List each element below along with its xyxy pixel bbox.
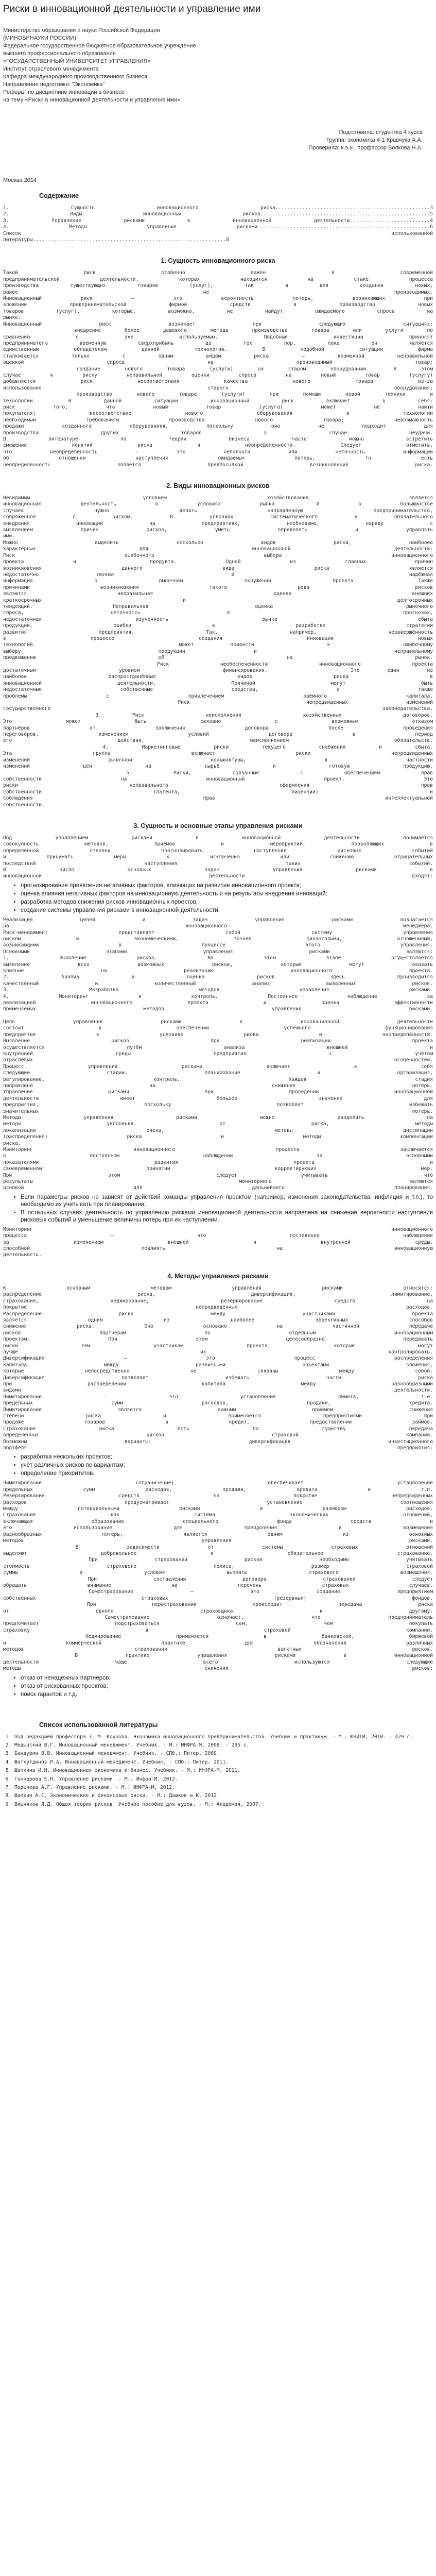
paragraph-line: лучше их контролировать. — [3, 1349, 433, 1355]
paragraph-line: проекта и продукта. Одной из главных причин — [3, 559, 433, 565]
reference-item: 7. Поршнева А.Г. Управление рисками. - М.: ИНФРА-М, 2012. — [14, 1785, 433, 1791]
paragraph-line: предприятия, поскольку позволяет избежать — [3, 1102, 433, 1108]
section-4-insurance — [3, 1480, 433, 1672]
bullet-item: • учёт различных рисков по вариантам; — [21, 1462, 433, 1469]
paragraph-line: является одним из наиболее эффективных способов — [3, 1317, 433, 1323]
paragraph-line: страховку в страховой компании. — [3, 1627, 433, 1633]
paragraph-line: проектам. При этом целесообразно передавать — [3, 1336, 433, 1343]
bullet-item: • отказ от рискованных проектов; — [21, 1683, 433, 1690]
paragraph-line: локализации риска, методы диссипации — [3, 1127, 433, 1133]
paragraph-line: методов управления рисками. — [3, 1538, 433, 1544]
paragraph-line: внедрение более дешевого метода производства товара или услуги по — [3, 328, 433, 334]
paragraph-line: включающая образование специального фонда средств и — [3, 1518, 433, 1524]
paragraph-line: своевременном принятии корректирующих мер. — [3, 1166, 433, 1172]
paragraph-line: осуществляется путём анализа внешней и — [3, 1044, 433, 1050]
paragraph-line: развития предприятия. Так, например, незавершённость — [3, 629, 433, 635]
paragraph-line: недостаточно полная и надёжная — [3, 571, 433, 578]
reference-item: 1. Под редакцией профессора З. М. Кохнова. Экономика инновационного предпринимательства. Учебник и практикум. - М.: ЮНИТИ, 2010. - 429 с. — [14, 1734, 433, 1740]
paragraph-line: причинами возникновения такого рода рисков — [3, 584, 433, 590]
paragraph-line: партнёров от заключения договора после проведения — [3, 725, 433, 731]
section-3-goals — [3, 1019, 433, 1192]
paragraph-line: отраслевых особенностей. — [3, 1057, 433, 1063]
paragraph-line: за изменением внешней и внутренней среды, — [3, 1239, 433, 1245]
bullet-item: • оценка влияния негативных факторов на инновационную деятельность и на результаты внедрения инноваций; — [21, 890, 433, 897]
paragraph-line: продаже товаров в кредит, предоставлении займов. — [3, 1419, 433, 1426]
paragraph-line: предпочитает подстраховаться сам, чем покупать — [3, 1621, 433, 1627]
signature-line: Группа: экономика 4-1 Кравчука А.А. — [326, 137, 423, 143]
paragraph-line: В литературе по теории бизнеса часто можно встретить — [3, 436, 433, 442]
paragraph-line: покупателя; несоответствие нового оборудования и технологии — [3, 411, 433, 417]
paragraph-line: Процесс управления рисками включает в себя — [3, 1063, 433, 1070]
paragraph-line: Эта группа включает риски непредвиденных — [3, 751, 433, 757]
paragraph-line: Страхование как система экономических отношений, — [3, 1512, 433, 1518]
paragraph-line: риска. — [3, 1140, 21, 1146]
paragraph-line: государственного законодательства. — [3, 706, 433, 712]
paragraph-line: методов страхования валютных рисков. — [3, 1647, 433, 1652]
front-matter-line: Направление подготовки: "Экономика" — [3, 81, 105, 88]
section-4-diversification-list — [3, 1453, 433, 1477]
toc-entry: литературы.................................................................8 — [3, 237, 229, 243]
paragraph-line: необходимым требованиям производства нового товара; невозможность — [3, 417, 433, 423]
paragraph-line: Лимитирование (ограничение) обеспечивает установление — [3, 1480, 433, 1486]
paragraph-line: 2. Анализ и оценка рисков. Здесь производится — [3, 974, 433, 980]
paragraph-line: риск того, что новый товар (услуга) может не найти — [3, 404, 433, 410]
paragraph-line: Риск-менеджмент представляет собой систему управления — [3, 929, 433, 936]
paragraph-line: 5. Риски, связанные с обеспечением прав — [3, 770, 433, 776]
paragraph-line: выбору продукции и неправильному — [3, 648, 433, 654]
paragraph-line: определённой степени прогнозировать наступление рисковых событий — [3, 848, 433, 854]
section-4-heading: 4. Методы управления рисками — [167, 1272, 269, 1280]
paragraph-line: Диверсификация позволяет избежать части риска — [3, 1375, 433, 1381]
reference-item: 2. Медынский В.Г. Инновационный менеджмент. Учебник. - М.: ИНФРА-М, 2008. - 295 с. — [14, 1742, 433, 1749]
paragraph-line: результаты мониторинга являются — [3, 1179, 433, 1185]
paragraph-line: предпринимателю временную сверхприбыль до тех пор, пока он является — [3, 340, 433, 346]
paragraph-line: 3. Разработка методов управления рисками. — [3, 987, 433, 993]
section-3-heading: 3. Сущность и основные этапы управления рисками — [133, 822, 303, 829]
paragraph-line: методы снижения рисков: — [3, 1666, 433, 1672]
paragraph-line: сравнению с уже используемым. Подобные инвестиции приносят — [3, 334, 433, 340]
front-matter-line: (МИНОБРНАУКИ РОССИИ) — [3, 35, 76, 41]
front-matter-line: Реферат по дисциплине инновации в бизнесе — [3, 89, 125, 95]
paragraph-line: 4. Маркетинговые риски текущего снабжения и сбыта. — [3, 744, 433, 750]
bullet-item: • прогнозирование проявления негативных факторов, влияющих на развитие инновационного проекта; — [21, 882, 433, 889]
paragraph-line: ранее не производимых. — [3, 289, 433, 295]
paragraph-line: Лимитирование является важным приёмом снижения — [3, 1406, 433, 1413]
paragraph-line: показателями развития проекта и — [3, 1159, 433, 1165]
section-3-conditions-list — [3, 1194, 433, 1224]
toc-entry: 4. Методы управления рисками..........................................................6 — [3, 224, 433, 230]
paragraph-line: регулирование, контроль. Каждая стадия — [3, 1076, 433, 1082]
paragraph-line: создание нового товара (услуги) на старом оборудовании. В этом — [3, 366, 433, 372]
paragraph-line: распределение риска, диверсификация, лимитирование, — [3, 1292, 433, 1298]
paragraph-line: Реализация целей и задач управления рисками возлагается — [3, 917, 433, 923]
paragraph-line: ими. — [3, 533, 15, 539]
section-4-methods — [3, 1285, 433, 1452]
paragraph-line: портфеля предприятия: — [3, 1445, 433, 1451]
paragraph-line: Инновационный риск — это вероятность потерь, возникающих при — [3, 296, 433, 302]
section-1-body — [3, 270, 433, 468]
paragraph-line: изменений цен на сырьё и готовую продукцию. — [3, 764, 433, 770]
reference-item: 6. Гончарова Е.Н. Управление рисками. - М.: Инфра-М, 2012. — [14, 1776, 433, 1783]
paragraph-line: его использование для преодоления и возмещения — [3, 1525, 433, 1531]
paragraph-line: риски неправильного оформления прав — [3, 783, 433, 789]
paragraph-line: наиболее распространённых видов риска в — [3, 674, 433, 680]
section-2-body — [3, 495, 433, 808]
paragraph-line: стоимость страхового полиса, размер страховой — [3, 1563, 433, 1569]
paragraph-line: расходов предусматривает установление соотношения — [3, 1499, 433, 1505]
paragraph-line: инновационная деятельность в условиях рынка. И в большинстве — [3, 501, 433, 507]
paragraph-line: капитала между различными объектами вложения, — [3, 1362, 433, 1368]
paragraph-line: характерных для инновационной деятельности: — [3, 546, 433, 552]
paragraph-line: Риск необеспеченности инновационного проекта — [3, 661, 433, 667]
document-title: Риски в инновационной деятельности и управление ими — [3, 4, 261, 14]
paragraph-line: инновационной деятельности входят: — [3, 873, 433, 879]
paragraph-line: тенденций. Неправильная оценка рыночного — [3, 603, 433, 609]
paragraph-line: При составлении договора страхования следует — [3, 1576, 433, 1582]
paragraph-line: предприятия в условиях риска и неопределённости. — [3, 1031, 433, 1038]
paragraph-line: случае к риску неправильной оценки спроса на новый товар (услугу) — [3, 372, 433, 378]
paragraph-line: качественный и количественный анализ выявленных рисков. — [3, 980, 433, 987]
paragraph-line: в постоянном наблюдении за основными — [3, 1153, 433, 1159]
paragraph-line: возникающими в процессе этого управления. — [3, 942, 433, 948]
paragraph-line: влияние на реализацию инновационного проекта. — [3, 968, 433, 974]
paragraph-line: Цель управления рисками в инновационной деятельности — [3, 1019, 433, 1025]
paragraph-line: на инновационного менеджера. — [3, 923, 433, 929]
paragraph-line: продвижению её на рынок. — [3, 655, 433, 661]
paragraph-line: совокупность методов, приёмов и мероприятий, позволяющих в — [3, 841, 433, 848]
paragraph-line: изменений рыночной конъюнктуры, в частности — [3, 757, 433, 763]
bullet-item: • отказ от ненадёжных партнеров; — [21, 1674, 433, 1682]
paragraph-line: разнообразных потерь, является одним из основных — [3, 1531, 433, 1537]
paragraph-line: 1. Выявление рисков. На этом этапе осуществляется — [3, 955, 433, 961]
reference-item: 3. Бандурин В.В. Инновационный менеджмент. Учебник. - СПб.: Питер, 2009. — [14, 1751, 433, 1757]
paragraph-line: степени риска и применяется предприятиями при — [3, 1413, 433, 1419]
section-3-monitoring — [3, 1227, 433, 1259]
paragraph-line: соблюдения прав интеллектуальной — [3, 795, 433, 802]
paragraph-line: предельных сумм расходов, продажи, кредита и т.п. — [3, 1486, 433, 1493]
paragraph-line: внедрения инноваций на предприятиях, необходимо, наряду с — [3, 520, 433, 527]
paragraph-line: Можно выделить несколько видов риска, наиболее — [3, 539, 433, 546]
paragraph-line: Самострахование — это создание предприятием — [3, 1589, 433, 1595]
paragraph-line: недостаточные собственные средства, а также — [3, 687, 433, 693]
signature-line: Проверила: к.э.н., профессор Волкова Н.А. — [308, 145, 423, 151]
paragraph-line: риски тем участникам проекта, которые могут — [3, 1343, 433, 1349]
paragraph-line: являются неправильная оценка внешних — [3, 591, 433, 597]
reference-item: 4. Фатхутдинов Р.А. Инновационный менеджмент. Учебник. - СПб.: Питер, 2011. — [14, 1759, 433, 1766]
paragraph-line: Мониторинг инновационного — [3, 1226, 433, 1232]
paragraph-line: об отношении наступления ожидаемых потерь, то есть — [3, 455, 433, 462]
paragraph-line: суммы и условия выплаты страхового возмещения. — [3, 1570, 433, 1576]
section-1-heading: 1. Сущность инновационного риска — [161, 257, 275, 265]
references-heading: Список использованной литературы — [39, 1721, 158, 1728]
paragraph-line: недостаточная изученность рынка сбыта — [3, 616, 433, 622]
paragraph-line: деятельности имеет большое значение для — [3, 1095, 433, 1101]
paragraph-line: Управление рисками при проведении инновационной — [3, 1089, 433, 1095]
paragraph-line: внутренней среды предприятия с учётом — [3, 1050, 433, 1057]
bullet-item: • разработка методов снижения рисков инновационных проектов; — [21, 899, 433, 906]
paragraph-line: краткосрочных и долгосрочных — [3, 597, 433, 603]
paragraph-line: основой для дальнейшего планирования. — [3, 1185, 433, 1191]
paragraph-line: Резервирование средств на покрытие непредвиденных — [3, 1493, 433, 1499]
front-matter-line: Министерство образования и науки Российской Федерации — [3, 27, 160, 33]
paragraph-line: направлена на снижение потерь. — [3, 1082, 433, 1089]
front-matter-line: Кафедра международного производственного бизнеса — [3, 74, 148, 80]
paragraph-line: достаточным уровнем финансирования. Это один из — [3, 668, 433, 673]
section-3-intro — [3, 835, 433, 880]
paragraph-line: следующие стадии: планирование и организация, — [3, 1070, 433, 1076]
bullet-item: • поиск гарантов и т.д. — [21, 1691, 433, 1698]
reference-item: 5. Шапкина И.Н. Инновационная экономика и бизнес. Учебник. - М.: ИНФРА-М, 2011. — [14, 1768, 433, 1774]
paragraph-line: собственности. — [3, 802, 45, 808]
paragraph-line: обращать внимание на перечень страховых случаев. — [3, 1582, 433, 1588]
section-2-heading: 2. Виды инновационных рисков — [166, 482, 270, 490]
paragraph-line: методы уклонения от риска, методы — [3, 1121, 433, 1127]
paragraph-line: производства других товаров в случае неудачи. — [3, 430, 433, 436]
table-of-contents — [3, 205, 433, 243]
paragraph-line: оценкой спроса на производимый товар; — [3, 360, 433, 366]
paragraph-line: смешение понятий риска и неопределенности. Следует отметить, — [3, 443, 433, 449]
front-matter-line: «ГОСУДАРСТВЕННЫЙ УНИВЕРСИТЕТ УПРАВЛЕНИЯ» — [3, 58, 151, 64]
paragraph-line: информация о рыночном окружении проекта. Также — [3, 578, 433, 584]
paragraph-line: определённых рисков страховой компании. — [3, 1432, 433, 1438]
signature-block — [3, 129, 433, 152]
section-3-task-list — [3, 882, 433, 914]
paragraph-line: При перестраховании происходит передача риска — [3, 1602, 433, 1608]
paragraph-line: Основными этапами управления рисками являются: — [3, 948, 433, 955]
paragraph-line: выявлением причин рисков, уметь определять и управлять — [3, 527, 433, 533]
paragraph-line: В зависимости от системы страховых отношений — [3, 1544, 433, 1550]
paragraph-line: сопряжённое с риском. В условиях систематического и обязательного — [3, 514, 433, 520]
paragraph-line: Инновационный риск возникает при следующих ситуациях: — [3, 321, 433, 327]
paragraph-line: неопределенность является предпосылкой возникновения риска. — [3, 462, 433, 468]
paragraph-line: Самострахование означает, что предприниматель — [3, 1614, 433, 1620]
toc-entry: 1. Сущность инновационного риска....................................................3 — [3, 205, 433, 211]
paragraph-line: которые непосредственно не связаны между собой. — [3, 1368, 433, 1375]
paragraph-line: Такой риск особенно важен в современной — [3, 270, 433, 276]
reference-item: 9. Вишняков Я.Д. Общая теория рисков. Учебное пособие для вузов. - М.: Академия, 2007. — [14, 1802, 433, 1808]
paragraph-line: К основным методам управления рисками относятся: — [3, 1285, 433, 1291]
front-matter-line: высшего профессионального образования — [3, 50, 116, 57]
front-matter-line: на тему «Риски в инновационной деятельности и управление ими» — [3, 97, 181, 103]
paragraph-line: спроса, неточность в прогнозах, — [3, 610, 433, 616]
paragraph-line: вложении предпринимательской фирмой средств в производство новых — [3, 302, 433, 308]
reference-item: 8. Шапкин А.С. Экономические и финансовые риски. - М.: Дашков и К, 2012. — [14, 1793, 433, 1799]
paragraph-line: что неопределенность — это неполнота или неточность информации — [3, 449, 433, 455]
paragraph-line: применяемых методов управления рисками. — [3, 1006, 433, 1012]
paragraph-line: деятельности чаще всего используются следующие — [3, 1659, 433, 1665]
bullet-item: • создание системы управления рисками в инновационной деятельности. — [21, 907, 433, 914]
paragraph-line: Хеджирование применяется в банковской, биржевой — [3, 1634, 433, 1640]
paragraph-line: использования старого оборудования; — [3, 385, 433, 391]
paragraph-line: проблемы с привлечением заёмного капитала. — [3, 693, 433, 699]
front-matter-line: Федеральное государственное бюджетное образовательное учреждение — [3, 43, 196, 49]
bullet-item: • разработка нескольких проектов; — [21, 1453, 433, 1461]
paragraph-line: собственных страховых (резервных) фондов. — [3, 1595, 433, 1601]
paragraph-line: и принимать меры к исключению или снижению отрицательных — [3, 854, 433, 860]
paragraph-line: от одного страховщика к другому. — [3, 1608, 433, 1614]
paragraph-line: предпринимательской деятельности, которая находится на стыке процесса — [3, 276, 433, 282]
toc-entry: 2. Виды инновационных рисков.........................................................5 — [3, 211, 433, 217]
references-list — [3, 1734, 433, 1808]
paragraph-line: Возможны варианты: диверсификация инвестиционного — [3, 1438, 433, 1445]
paragraph-line: случаев нужно делать направленную предпринимательство, — [3, 507, 433, 514]
document-body — [3, 27, 433, 1810]
paragraph-line: между потенциальными рисками и размером расходов. — [3, 1506, 433, 1512]
paragraph-line: единственным обладателем данной технологии. В подобной ситуации фирма — [3, 347, 433, 353]
front-matter — [3, 27, 433, 104]
paragraph-line: видами деятельности. — [3, 1387, 433, 1394]
toc-entry: 3. Управление рисками в инновационной деятельности...........................4 — [3, 217, 433, 224]
paragraph-line: При страховании рисков необходимо учитывать — [3, 1557, 433, 1563]
paragraph-line: переговоров, изменением условий договора в период — [3, 732, 433, 738]
bullet-item: • В остальных случаях деятельность по управлению рисками инновационной деятельности направлена на снижение вероятности наступления рисковых событий и уменьшение величины потерь при их наступлении. — [21, 1209, 433, 1224]
paragraph-line: Выявление рисков при реализации проекта — [3, 1038, 433, 1044]
paragraph-line: возникновения данного вида риска является — [3, 565, 433, 571]
bullet-item: • определение приоритетов. — [21, 1470, 433, 1477]
paragraph-line: предельных сумм расходов, продажи, кредита. — [3, 1400, 433, 1406]
paragraph-line: в процессе создания инновации новых — [3, 635, 433, 641]
paragraph-line: При этом следует учитывать что — [3, 1172, 433, 1178]
page-header — [0, 0, 436, 27]
paragraph-line: товаров (услуг), которые, возможно, не найдут ожидаемого спроса на — [3, 308, 433, 314]
paragraph-line: рисков партнёрам по отдельным инновационным — [3, 1330, 433, 1336]
paragraph-line: при распределении капитала между разнообразными — [3, 1381, 433, 1387]
paragraph-line: рынке. — [3, 315, 21, 321]
paragraph-line: Диверсификация — это процесс распределения — [3, 1355, 433, 1362]
paragraph-line: и коммерческой практике для обозначения различных — [3, 1640, 433, 1646]
section-3-stages — [3, 917, 433, 1013]
paragraph-line: Методы управления рисками можно разделить на — [3, 1114, 433, 1121]
paragraph-line: Распределение риска между участниками проекта — [3, 1311, 433, 1317]
paragraph-line: Лимитирование — это установление лимита, т.е. — [3, 1394, 433, 1400]
paragraph-line: 4. Мониторинг и контроль. Постоянное наблюдение за — [3, 993, 433, 999]
paragraph-line: выявление всех возможных рисков, которые могут оказать — [3, 961, 433, 968]
paragraph-line: собственности на инновационный проект. Это — [3, 776, 433, 782]
paragraph-line: продажи созданного оборудования, поскольку оно не подходит для — [3, 423, 433, 430]
signature-line: Подготовила: студентка 4 курса — [339, 129, 423, 135]
toc-heading: Содержание — [39, 192, 79, 199]
paragraph-line: производства существующих товаров (услуг), так и для создания новых, — [3, 283, 433, 289]
paragraph-line: состоит в обеспечении успешного функционирования — [3, 1025, 433, 1031]
paragraph-line: собственности (патента, лицензии) и — [3, 789, 433, 795]
paragraph-line: добавляется риск несоответствия качества нового товара из-за — [3, 379, 433, 385]
paragraph-line: Страхование риска есть по существу передача — [3, 1426, 433, 1432]
paragraph-line: инновационной деятельности. Причиной могут быть — [3, 680, 433, 686]
paragraph-line: (распределения) риска и методы компенсации — [3, 1134, 433, 1140]
paragraph-line: Риск ошибочного выбора инновационного — [3, 552, 433, 558]
paragraph-line: деятельность. — [3, 1252, 42, 1258]
paragraph-line: Невидимым условием хозяйствования является — [3, 495, 433, 501]
paragraph-line: способной повлиять на инновационную — [3, 1246, 433, 1252]
bullet-item: • Если параметры рисков не зависят от действий команды управления проектом (например, изменения законодательства, инфляция и т.п.), то необходимо их учитывать при планировании; — [21, 1194, 433, 1208]
paragraph-line: реализацией инновационного проекта и оценка эффективности — [3, 1000, 433, 1006]
paragraph-line: процесса — это постоянное наблюдение — [3, 1233, 433, 1239]
paragraph-line: его действия, неисполнением обязательств. — [3, 738, 433, 744]
paragraph-line: технологий может привести к ошибочному — [3, 642, 433, 648]
paragraph-line: сталкивается только с одним видом риска — возможной неправильной — [3, 353, 433, 359]
paragraph-line: 3. Риск неисполнения хозяйственных договоров. — [3, 712, 433, 718]
paragraph-line: продукции, ошибки в разработке стратегии — [3, 623, 433, 629]
paragraph-line: выделяют добровольное и обязательное страхование. — [3, 1550, 433, 1556]
paragraph-line: Риск непредвиденных изменений — [3, 700, 433, 706]
paragraph-line: последствий наступления таких событий. — [3, 860, 433, 867]
city-year: Москва 2014 — [3, 177, 37, 183]
paragraph-line: снижения риска. Оно основано на частичной передаче — [3, 1324, 433, 1330]
paragraph-line: производство нового товара (услуги) при помощи новой техники и — [3, 392, 433, 398]
section-4-reduction-list — [3, 1674, 433, 1698]
paragraph-line: Под управлением рисками в инновационной деятельности понимается — [3, 835, 433, 841]
paragraph-line: покрытие непредвиденных расходов. — [3, 1304, 433, 1311]
paragraph-line: Это может быть связано с возможным отказом — [3, 719, 433, 725]
paragraph-line: В практике управления рисками в инновационной — [3, 1653, 433, 1659]
toc-entry: Список использованной — [3, 230, 433, 236]
paragraph-line: значительных потерь. — [3, 1108, 433, 1114]
front-matter-line: Институт отраслевого менеджмента — [3, 66, 99, 72]
paragraph-line: страхование, хеджирование, резервирование средств на — [3, 1298, 433, 1304]
paragraph-line: технологии. В данной ситуации инновационный риск включает в себя: — [3, 398, 433, 404]
paragraph-line: риском и экономическими, точнее финансовыми, отношениями, — [3, 936, 433, 942]
paragraph-line: В число основных задач управления рисками в — [3, 867, 433, 873]
paragraph-line: Мониторинг инновационного процесса заключается — [3, 1147, 433, 1153]
